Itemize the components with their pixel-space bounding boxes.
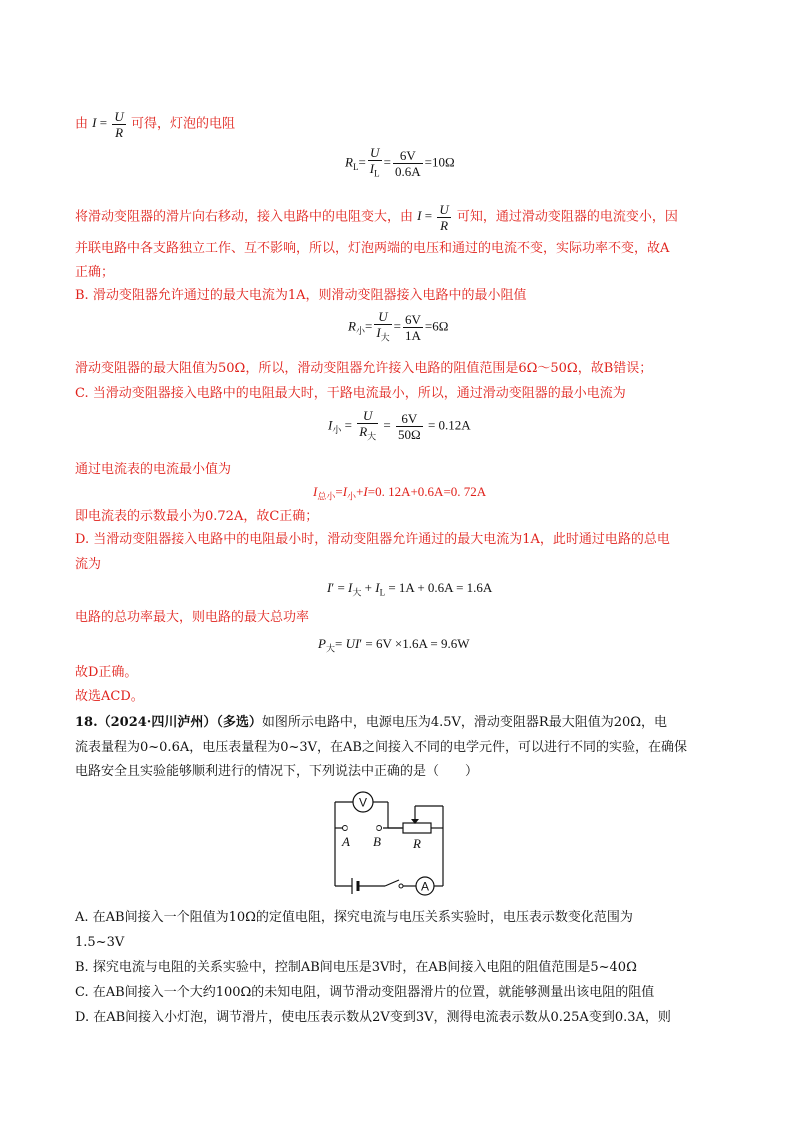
label-b: B: [373, 834, 381, 849]
option-b-analysis: B. 滑动变阻器允许通过的最大电流为1A，则滑动变阻器接入电路中的最小阻值: [75, 288, 527, 303]
circuit-diagram: [325, 790, 475, 900]
question-18-line3: 电路安全且实验能够顺利进行的情况下，下列说法中正确的是（ ）: [75, 764, 479, 779]
option-c-analysis: C. 当滑动变阻器接入电路中的电阻最大时，干路电流最小，所以，通过滑动变阻器的最小电流为: [75, 386, 626, 401]
label-a: A: [342, 834, 350, 849]
option-c: C. 在AB间接入一个大约100Ω的未知电阻，调节滑动变阻器滑片的位置，就能够测量出该电阻的阻值: [75, 985, 655, 1000]
option-d-conclusion: 故D正确。: [75, 665, 138, 680]
switch-icon: [399, 884, 403, 888]
option-c-conclusion: 即电流表的示数最小为0.72A，故C正确；: [75, 509, 319, 524]
equation-lamp-resistance: $R_L=$ $\frac{U}{I_L}$ = $\frac{6V}{0.6A}$ =10Ω: [345, 145, 455, 179]
option-d-power-text: 电路的总功率最大，则电路的最大总功率: [75, 610, 310, 625]
option-b-conclusion: 滑动变阻器的最大阻值为50Ω，所以，滑动变阻器允许接入电路的阻值范围是6Ω～50Ω，故B错误；: [75, 361, 653, 376]
ammeter-label: A: [420, 879, 430, 894]
equation-max-power: $P_大= UI' = 6V \times 1.6A = 9.6W$: [318, 636, 470, 654]
equation-ammeter-min: $I_{总小}=I_小+I=0$. 12A+0.6A=0. 72A: [313, 484, 487, 502]
paragraph-a-line1: 将滑动变阻器的滑片向右移动，接入电路中的电阻变大，由 I = $\frac{U}{R}$ 可知，通过滑动变阻器的电流变小，因: [75, 202, 678, 233]
option-d-text: 流为: [75, 557, 102, 572]
ohms-law-fraction: I = $\frac{U}{R}$: [417, 202, 449, 233]
option-a-line2: 1.5~3V: [75, 935, 125, 950]
equation-min-resistance: $R_小=$ $\frac{U}{I_大}$ = $\frac{6V}{1A}$ =6Ω: [348, 309, 449, 343]
equation-total-current: $I' = I_大 + I_L = 1A + 0.6A = 1.6A$: [327, 580, 493, 598]
formula-intro: 由 I = $\frac{U}{R}$ 可得，灯泡的电阻: [75, 109, 235, 140]
label-r: R: [413, 836, 421, 851]
option-d: D. 在AB间接入小灯泡，调节滑片，使电压表示数从2V变到3V，测得电流表示数从0.25A变到0.3A，则: [75, 1010, 671, 1025]
equation-min-current: $I_小$ = $\frac{U}{R_大}$ = $\frac{6V}{50\Omega}$ = 0.12A: [328, 408, 471, 442]
paragraph-a-line3: 正确；: [75, 265, 115, 280]
option-a-line1: A. 在AB间接入一个阻值为10Ω的定值电阻，探究电流与电压关系实验时，电压表示数变化范围为: [75, 910, 633, 925]
option-b: B. 探究电流与电阻的关系实验中，控制AB间电压是3V时，在AB间接入电阻的阻值范围是5~40Ω: [75, 960, 637, 975]
paragraph-a-line2: 并联电路中各支路独立工作、互不影响，所以，灯泡两端的电压和通过的电流不变，实际功率不变，故A: [75, 241, 670, 256]
ohms-law-fraction: I = $\frac{U}{R}$: [92, 109, 124, 140]
question-18-line2: 流表量程为0~0.6A，电压表量程为0~3V，在AB之间接入不同的电学元件，可以进行不同的实验，在确保: [75, 740, 687, 755]
option-c-text: 通过电流表的电流最小值为: [75, 462, 232, 477]
question-18-line1: 18.（2024·四川泸州）（多选）如图所示电路中，电源电压为4.5V，滑动变阻器R最大阻值为20Ω，电: [75, 715, 668, 730]
voltmeter-label: V: [358, 795, 368, 810]
terminal-b: [377, 826, 382, 831]
option-d-analysis: D. 当滑动变阻器接入电路中的电阻最小时，滑动变阻器允许通过的最大电流为1A，此时通过电路的总电: [75, 532, 670, 547]
terminal-a: [343, 826, 348, 831]
answer-line: 故选ACD。: [75, 689, 144, 704]
